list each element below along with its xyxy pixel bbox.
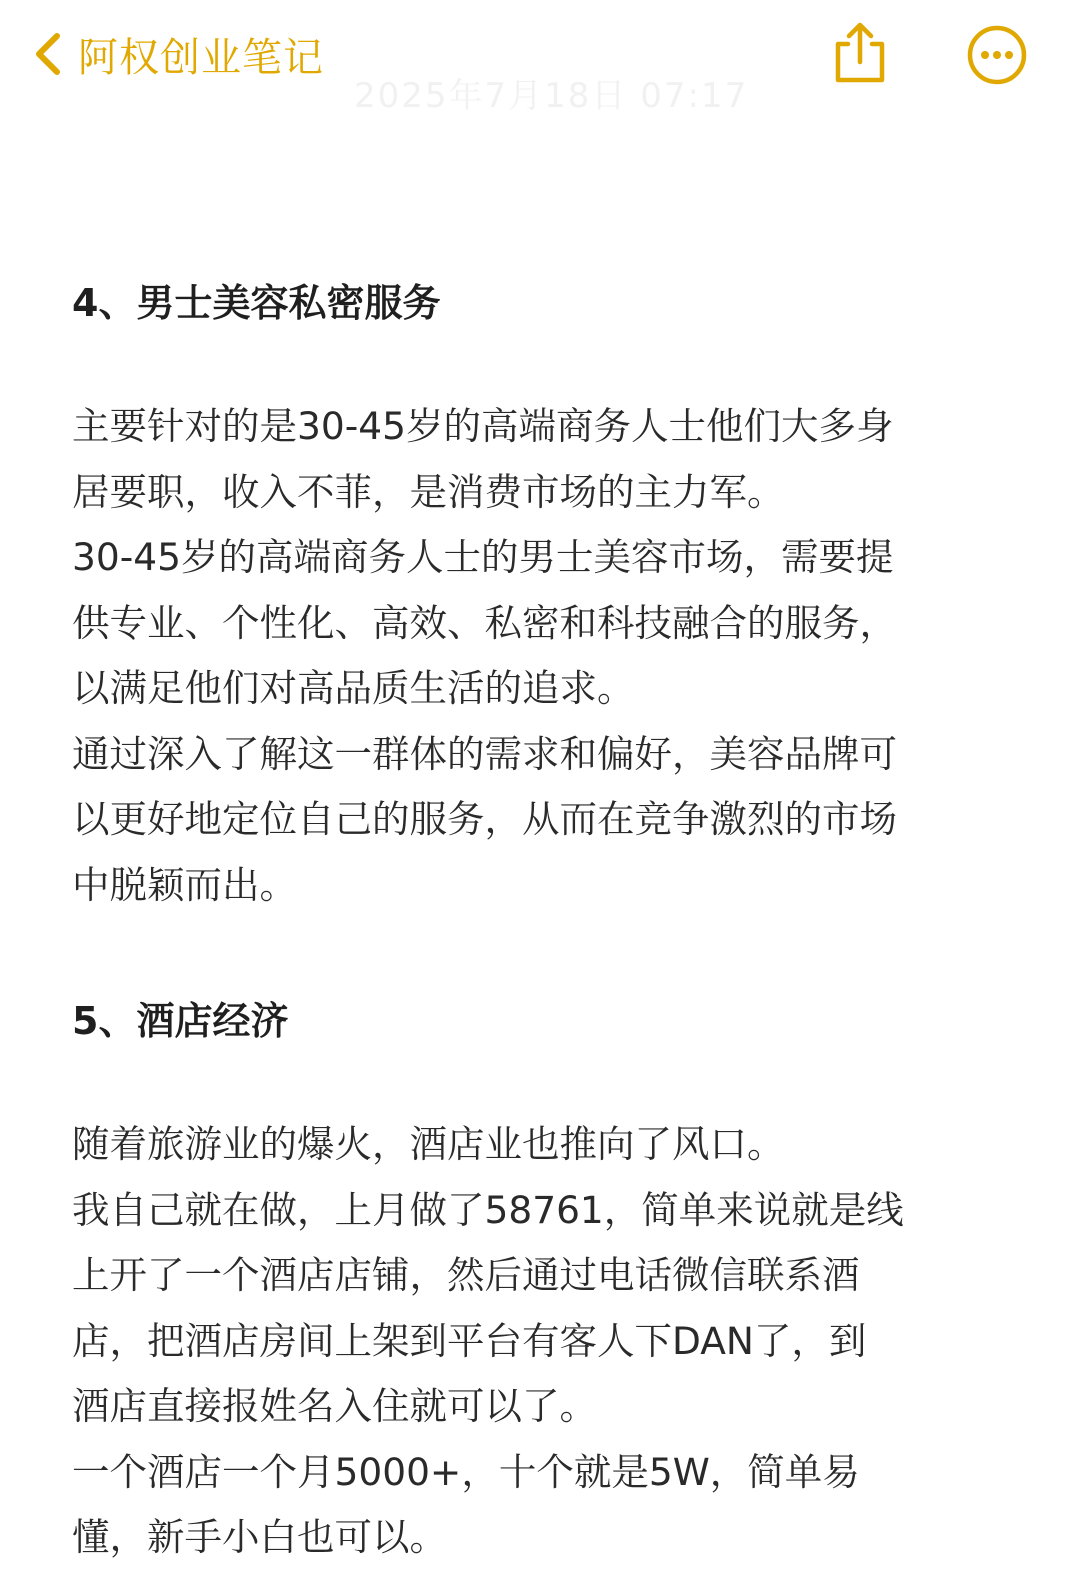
chevron-left-icon bbox=[28, 29, 68, 79]
section-heading: 5、酒店经济 bbox=[72, 999, 289, 1043]
text-line: 酒店直接报姓名入住就可以了。 bbox=[72, 1384, 597, 1428]
text-line: 一个酒店一个月5000+，十个就是5W，简单易 bbox=[72, 1449, 860, 1494]
section-paragraph bbox=[72, 394, 1022, 918]
note-timestamp: 2025年7月18日 07:17 bbox=[354, 76, 749, 116]
text-line: 30-45岁的高端商务人士的男士美容市场，需要提 bbox=[72, 535, 894, 579]
text-line: 我自己就在做，上月做了58761，简单来说就是线 bbox=[72, 1187, 904, 1232]
share-button[interactable] bbox=[828, 20, 892, 86]
text-line: 以更好地定位自己的服务，从而在竞争激烈的市场 bbox=[72, 797, 897, 841]
share-icon bbox=[828, 20, 892, 86]
back-button[interactable] bbox=[28, 24, 324, 84]
text-line: 供专业、个性化、高效、私密和科技融合的服务， bbox=[72, 600, 897, 645]
text-line: 居要职，收入不菲，是消费市场的主力军。 bbox=[72, 469, 785, 514]
text-line: 中脱颖而出。 bbox=[72, 862, 297, 907]
text-line: 随着旅游业的爆火，酒店业也推向了风口。 bbox=[72, 1122, 785, 1166]
text-line: 通过深入了解这一群体的需求和偏好，美容品牌可 bbox=[72, 731, 897, 776]
text-line: 懂，新手小白也可以。 bbox=[72, 1515, 447, 1559]
section-heading: 4、男士美容私密服务 bbox=[72, 281, 441, 325]
navigation-bar bbox=[0, 0, 1080, 116]
back-label: 阿权创业笔记 bbox=[78, 34, 324, 81]
text-line: 以满足他们对高品质生活的追求。 bbox=[72, 666, 635, 710]
more-icon bbox=[966, 24, 1028, 86]
text-line: 主要针对的是30-45岁的高端商务人士他们大多身 bbox=[72, 404, 894, 448]
section-paragraph bbox=[72, 1112, 1022, 1571]
more-button[interactable] bbox=[966, 24, 1028, 86]
text-line: 上开了一个酒店店铺，然后通过电话微信联系酒 bbox=[72, 1253, 860, 1297]
text-line: 店，把酒店房间上架到平台有客人下DAN了，到 bbox=[72, 1318, 867, 1363]
